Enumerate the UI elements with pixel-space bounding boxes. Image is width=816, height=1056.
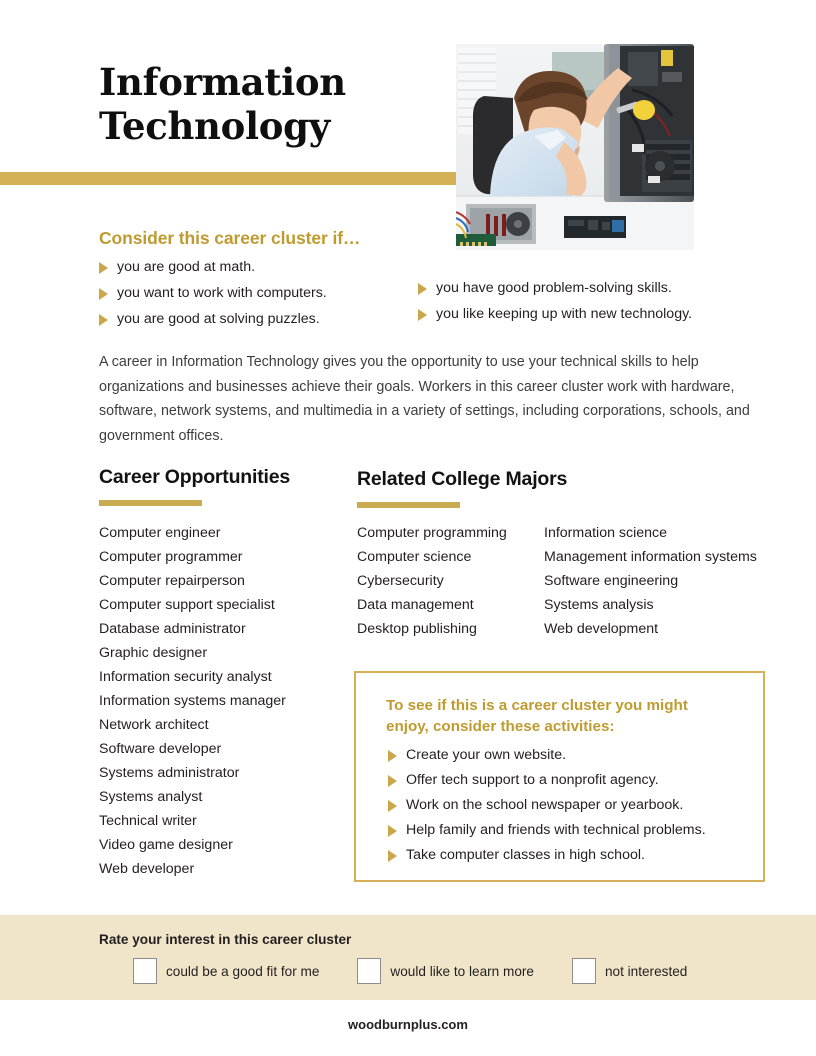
list-item: Data management [357, 597, 474, 613]
list-item: Computer repairperson [99, 573, 245, 589]
list-item-label: Work on the school newspaper or yearbook. [406, 797, 684, 813]
list-item: Information science [544, 525, 668, 541]
careers-heading: Career Opportunities [99, 466, 291, 488]
title-gold-rule [0, 172, 456, 185]
triangle-bullet-icon [418, 283, 427, 295]
list-item: Systems analyst [99, 789, 203, 805]
triangle-bullet-icon [99, 262, 108, 274]
list-item: Cybersecurity [357, 573, 444, 589]
activities-list [388, 745, 748, 870]
triangle-bullet-icon [388, 850, 397, 862]
list-item: Database administrator [99, 621, 246, 637]
list-item [388, 795, 748, 813]
activities-box [354, 671, 765, 882]
list-item: Technical writer [99, 813, 197, 829]
list-item: Computer programming [357, 525, 507, 541]
list-item: Desktop publishing [357, 621, 477, 637]
consider-bullets-right [418, 278, 758, 330]
consider-heading: Consider this career cluster if… [99, 228, 361, 248]
list-item: Management information systems [544, 549, 757, 565]
majors-list-column-b [544, 521, 757, 641]
triangle-bullet-icon [99, 314, 108, 326]
list-item: Software developer [99, 741, 222, 757]
hero-photo [456, 44, 694, 250]
list-item: Information security analyst [99, 669, 272, 685]
list-item: Computer programmer [99, 549, 243, 565]
majors-list-column-a [357, 521, 507, 641]
rating-option-label: not interested [604, 963, 688, 979]
list-item-label: Help family and friends with technical problems. [406, 822, 706, 838]
rating-option-good-fit[interactable] [133, 958, 319, 984]
list-item: Computer support specialist [99, 597, 275, 613]
list-item [388, 745, 748, 763]
rating-option-label: could be a good fit for me [166, 963, 320, 979]
page-title-line-2: Technology [99, 104, 330, 148]
triangle-bullet-icon [388, 750, 397, 762]
list-item: Computer engineer [99, 525, 221, 541]
checkbox-not-interested[interactable] [572, 958, 596, 984]
list-item-label: you want to work with computers. [117, 285, 327, 301]
list-item [388, 845, 748, 863]
list-item [388, 770, 748, 788]
list-item-label: you are good at math. [117, 259, 256, 275]
list-item: Information systems manager [99, 693, 286, 709]
list-item: Video game designer [99, 837, 233, 853]
rating-option-not-interested[interactable] [572, 958, 687, 984]
site-url: woodburnplus.com [348, 1017, 468, 1032]
list-item-label: Offer tech support to a nonprofit agency. [406, 772, 659, 788]
rating-option-label: would like to learn more [390, 963, 534, 979]
majors-heading-underline [357, 502, 460, 508]
checkbox-would-like-to-learn-more[interactable] [357, 958, 381, 984]
careers-heading-underline [99, 500, 202, 506]
list-item [99, 309, 419, 330]
list-item [99, 283, 419, 304]
rating-options [133, 958, 725, 984]
list-item: Web developer [99, 861, 195, 877]
list-item [99, 257, 419, 278]
rating-title: Rate your interest in this career cluster [99, 932, 352, 947]
list-item [418, 278, 758, 299]
list-item-label: you are good at solving puzzles. [117, 311, 320, 327]
activities-heading: To see if this is a career cluster you might enjoy, consider these activities: [386, 697, 688, 735]
triangle-bullet-icon [99, 288, 108, 300]
intro-paragraph: A career in Information Technology gives you the opportunity to use your technical skills to help organizations and businesses achieve their goals. Workers in this career cluster work with hardware, software, network systems, and multimedia in a variety of settings, including corporations, schools, and government offices. [99, 354, 750, 444]
list-item: Graphic designer [99, 645, 208, 661]
checkbox-could-be-a-good-fit[interactable] [133, 958, 157, 984]
triangle-bullet-icon [388, 825, 397, 837]
triangle-bullet-icon [388, 800, 397, 812]
page-title-line-1: Information [99, 60, 346, 104]
list-item-label: Create your own website. [406, 747, 567, 763]
list-item-label: you have good problem-solving skills. [436, 280, 672, 296]
rating-option-learn-more[interactable] [357, 958, 534, 984]
list-item: Computer science [357, 549, 472, 565]
list-item [418, 304, 758, 325]
majors-heading: Related College Majors [357, 468, 568, 490]
list-item: Web development [544, 621, 659, 637]
triangle-bullet-icon [418, 309, 427, 321]
list-item: Systems analysis [544, 597, 654, 613]
careers-list [99, 521, 286, 881]
list-item-label: Take computer classes in high school. [406, 847, 645, 863]
list-item: Systems administrator [99, 765, 240, 781]
triangle-bullet-icon [388, 775, 397, 787]
consider-bullets-left [99, 257, 419, 335]
list-item [388, 820, 748, 838]
list-item-label: you like keeping up with new technology. [436, 306, 693, 322]
list-item: Software engineering [544, 573, 679, 589]
page-title [99, 60, 459, 148]
technician-repairing-computer-illustration [456, 44, 694, 250]
list-item: Network architect [99, 717, 209, 733]
